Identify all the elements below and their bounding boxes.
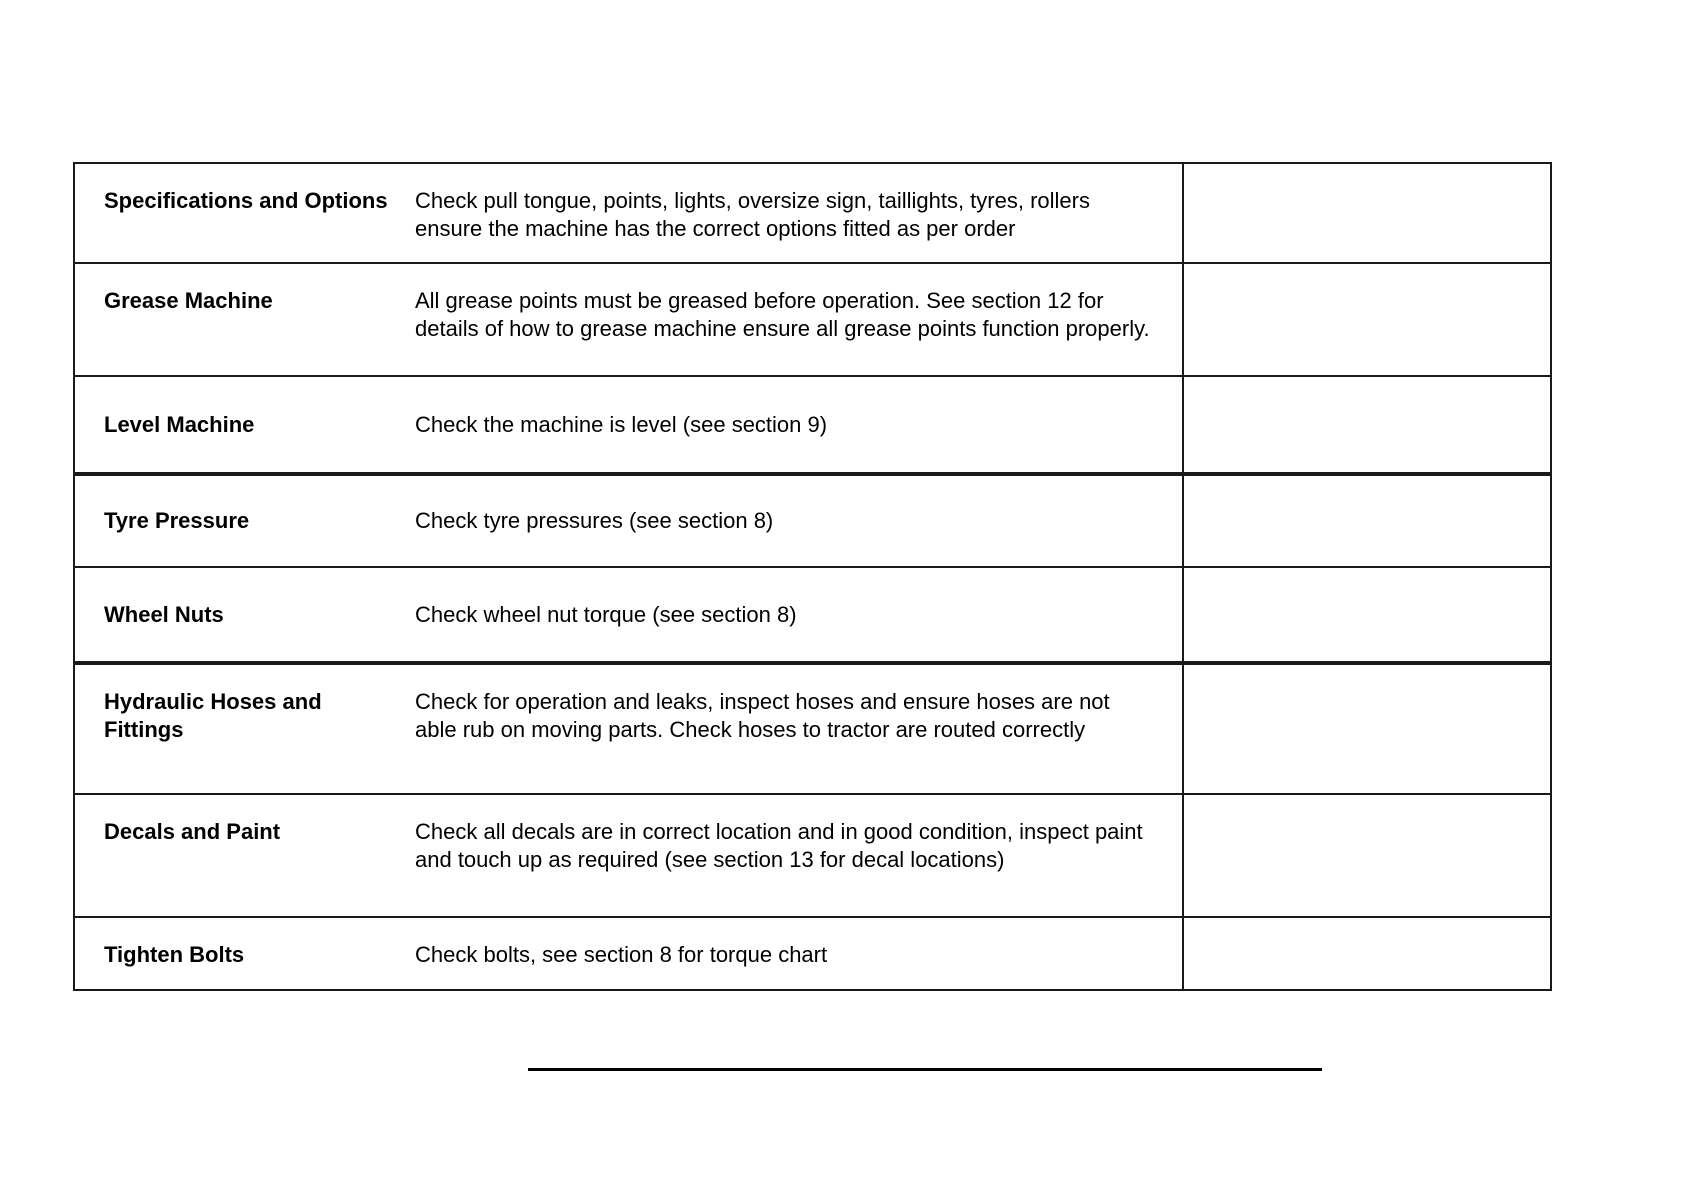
item-description [407, 376, 1183, 474]
check-cell[interactable] [1183, 663, 1551, 794]
item-description [407, 794, 1183, 917]
description-line: All grease points must be greased before operation. See section 12 for [415, 288, 1104, 313]
description-line: Check pull tongue, points, lights, oversize sign, taillights, tyres, rollers [415, 188, 1090, 213]
checklist-row [74, 474, 1551, 567]
description-line: Check bolts, see section 8 for torque chart [415, 942, 828, 967]
description-line: and touch up as required (see section 13 for decal locations) [415, 847, 1005, 872]
item-name: Hydraulic Hoses and Fittings [74, 663, 407, 794]
item-description [407, 474, 1183, 567]
check-cell[interactable] [1183, 567, 1551, 663]
item-name: Level Machine [74, 376, 407, 474]
item-description [407, 917, 1183, 990]
check-cell[interactable] [1183, 474, 1551, 567]
description-line: ensure the machine has the correct options fitted as per order [415, 216, 1016, 241]
pre-delivery-checklist-table [73, 162, 1552, 991]
checklist-row [74, 567, 1551, 663]
check-cell[interactable] [1183, 376, 1551, 474]
description-line: Check tyre pressures (see section 8) [415, 508, 774, 533]
item-name: Specifications and Options [74, 163, 407, 263]
description-line: details of how to grease machine ensure all grease points function properly. [415, 316, 1150, 341]
checklist-row [74, 663, 1551, 794]
checklist-row [74, 794, 1551, 917]
description-line: Check the machine is level (see section 9) [415, 411, 828, 437]
item-name: Decals and Paint [74, 794, 407, 917]
check-cell[interactable] [1183, 163, 1551, 263]
item-description [407, 663, 1183, 794]
check-cell[interactable] [1183, 263, 1551, 376]
description-line: Check for operation and leaks, inspect hoses and ensure hoses are not [415, 689, 1110, 714]
checklist-row [74, 376, 1551, 474]
signature-line [528, 1068, 1322, 1071]
description-line: able rub on moving parts. Check hoses to tractor are routed correctly [415, 717, 1086, 742]
item-name: Grease Machine [74, 263, 407, 376]
description-line: Check all decals are in correct location and in good condition, inspect paint [415, 819, 1143, 844]
item-name: Tyre Pressure [74, 474, 407, 567]
check-cell[interactable] [1183, 794, 1551, 917]
item-name: Wheel Nuts [74, 567, 407, 663]
checklist-row [74, 163, 1551, 263]
item-description [407, 263, 1183, 376]
checklist-row [74, 263, 1551, 376]
checklist-row [74, 917, 1551, 990]
item-name: Tighten Bolts [74, 917, 407, 990]
item-description [407, 163, 1183, 263]
item-description [407, 567, 1183, 663]
description-line: Check wheel nut torque (see section 8) [415, 601, 797, 627]
check-cell[interactable] [1183, 917, 1551, 990]
